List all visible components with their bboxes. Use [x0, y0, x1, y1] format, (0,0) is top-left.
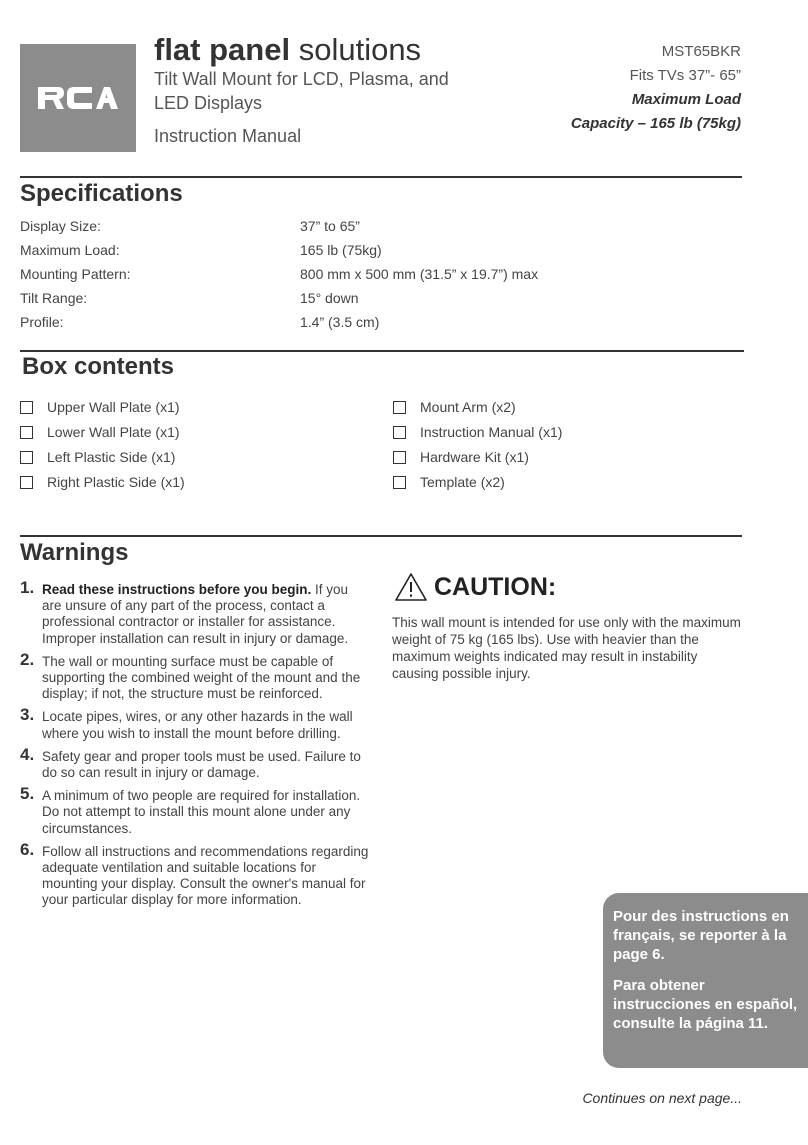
checklist-item — [20, 399, 180, 415]
warning-number: 2. — [20, 649, 35, 669]
brand-title-rest: solutions — [290, 32, 422, 67]
spec-value: 165 lb (75kg) — [300, 242, 382, 258]
divider — [20, 535, 742, 537]
checkbox-icon — [393, 451, 406, 464]
rca-logo — [20, 44, 136, 152]
checklist-item — [393, 449, 529, 465]
spec-label: Mounting Pattern: — [20, 266, 131, 282]
spec-value: 37” to 65” — [300, 218, 360, 234]
warnings-list — [20, 578, 370, 916]
caution-text: This wall mount is intended for use only with the maximum weight of 75 kg (165 lbs). Use with heavier than the maximum weights indicated may result in instability causing possible injury. — [392, 615, 741, 681]
specifications-title: Specifications — [20, 180, 183, 207]
warning-number: 5. — [20, 784, 35, 804]
warning-triangle-icon — [394, 572, 428, 602]
warning-number: 6. — [20, 839, 35, 859]
model-number: MST65BKR — [661, 43, 741, 60]
spec-label: Profile: — [20, 314, 64, 330]
checklist-item — [393, 424, 562, 440]
warning-item — [20, 839, 370, 909]
spec-label: Tilt Range: — [20, 290, 88, 306]
warning-text: Follow all instructions and recommendations regarding adequate ventilation and suitable locations for mounting your display. Consult the owner's manual for your particular display for more information. — [42, 843, 369, 908]
checkbox-icon — [20, 426, 33, 439]
checkbox-icon — [393, 426, 406, 439]
checkbox-icon — [393, 401, 406, 414]
warning-text: Locate pipes, wires, or any other hazards in the wall where you wish to install the mount before drilling. — [42, 709, 353, 741]
continues-note: Continues on next page... — [582, 1090, 742, 1106]
checklist-label: Hardware Kit (x1) — [420, 449, 529, 465]
checklist-item — [20, 474, 185, 490]
warning-item — [20, 784, 370, 837]
max-load-line2: Capacity – 165 lb (75kg) — [570, 115, 741, 132]
brand-title — [154, 32, 421, 68]
warning-text: If you are unsure of any part of the process, contact a professional contractor or installer for assistance. Improper installation can result in injury or damage. — [42, 582, 349, 646]
checklist-label: Template (x2) — [420, 474, 505, 490]
spec-label: Display Size: — [20, 218, 101, 234]
warning-item — [20, 705, 370, 741]
warning-number: 1. — [20, 578, 35, 597]
checkbox-icon — [20, 401, 33, 414]
checklist-label: Right Plastic Side (x1) — [47, 474, 185, 490]
spec-label: Maximum Load: — [20, 242, 120, 258]
checklist-item — [393, 399, 516, 415]
language-note-box — [603, 893, 808, 1068]
warning-text: Safety gear and proper tools must be used. Failure to do so can result in injury or damage. — [42, 748, 361, 781]
manual-label: Instruction Manual — [154, 126, 302, 146]
warnings-title: Warnings — [20, 539, 129, 566]
spec-value: 800 mm x 500 mm (31.5” x 19.7”) max — [300, 266, 539, 282]
caution-heading — [394, 572, 556, 602]
checklist-label: Lower Wall Plate (x1) — [47, 424, 180, 440]
warning-number: 3. — [20, 705, 35, 725]
model-block — [571, 40, 741, 136]
warning-item — [20, 578, 370, 647]
checklist-label: Left Plastic Side (x1) — [47, 449, 176, 465]
checkbox-icon — [20, 476, 33, 489]
warning-lead: Read these instructions before you begin. — [42, 582, 312, 597]
divider — [20, 176, 742, 178]
warning-item — [20, 649, 370, 703]
warning-item — [20, 744, 370, 781]
product-subtitle: Tilt Wall Mount for LCD, Plasma, and LED Displays — [154, 69, 449, 113]
warning-number: 4. — [20, 744, 35, 764]
warning-text: The wall or mounting surface must be capable of supporting the combined weight of the mount and the display; if not, the structure must be reinforced. — [42, 653, 361, 702]
spec-value: 1.4” (3.5 cm) — [300, 314, 380, 330]
checkbox-icon — [393, 476, 406, 489]
caution-title: CAUTION: — [434, 572, 557, 601]
brand-title-bold: flat panel — [154, 32, 291, 67]
checklist-item — [393, 474, 505, 490]
checklist-item — [20, 424, 180, 440]
checklist-item — [20, 449, 175, 465]
checklist-label: Instruction Manual (x1) — [420, 424, 563, 440]
checkbox-icon — [20, 451, 33, 464]
checklist-label: Upper Wall Plate (x1) — [47, 399, 180, 415]
spec-value: 15° down — [300, 290, 359, 306]
rca-logo-icon — [36, 85, 120, 111]
french-note: Pour des instructions en français, se reporter à la page 6. — [613, 908, 789, 963]
box-contents-title: Box contents — [22, 353, 175, 380]
spanish-note: Para obtener instrucciones en español, consulte la página 11. — [613, 977, 798, 1032]
divider — [20, 350, 744, 352]
fits-tvs: Fits TVs 37”- 65” — [629, 67, 741, 84]
warning-text: A minimum of two people are required for installation. Do not attempt to install this mount alone under any circumstances. — [42, 788, 361, 836]
max-load-line1: Maximum Load — [631, 91, 741, 108]
checklist-label: Mount Arm (x2) — [420, 399, 516, 415]
